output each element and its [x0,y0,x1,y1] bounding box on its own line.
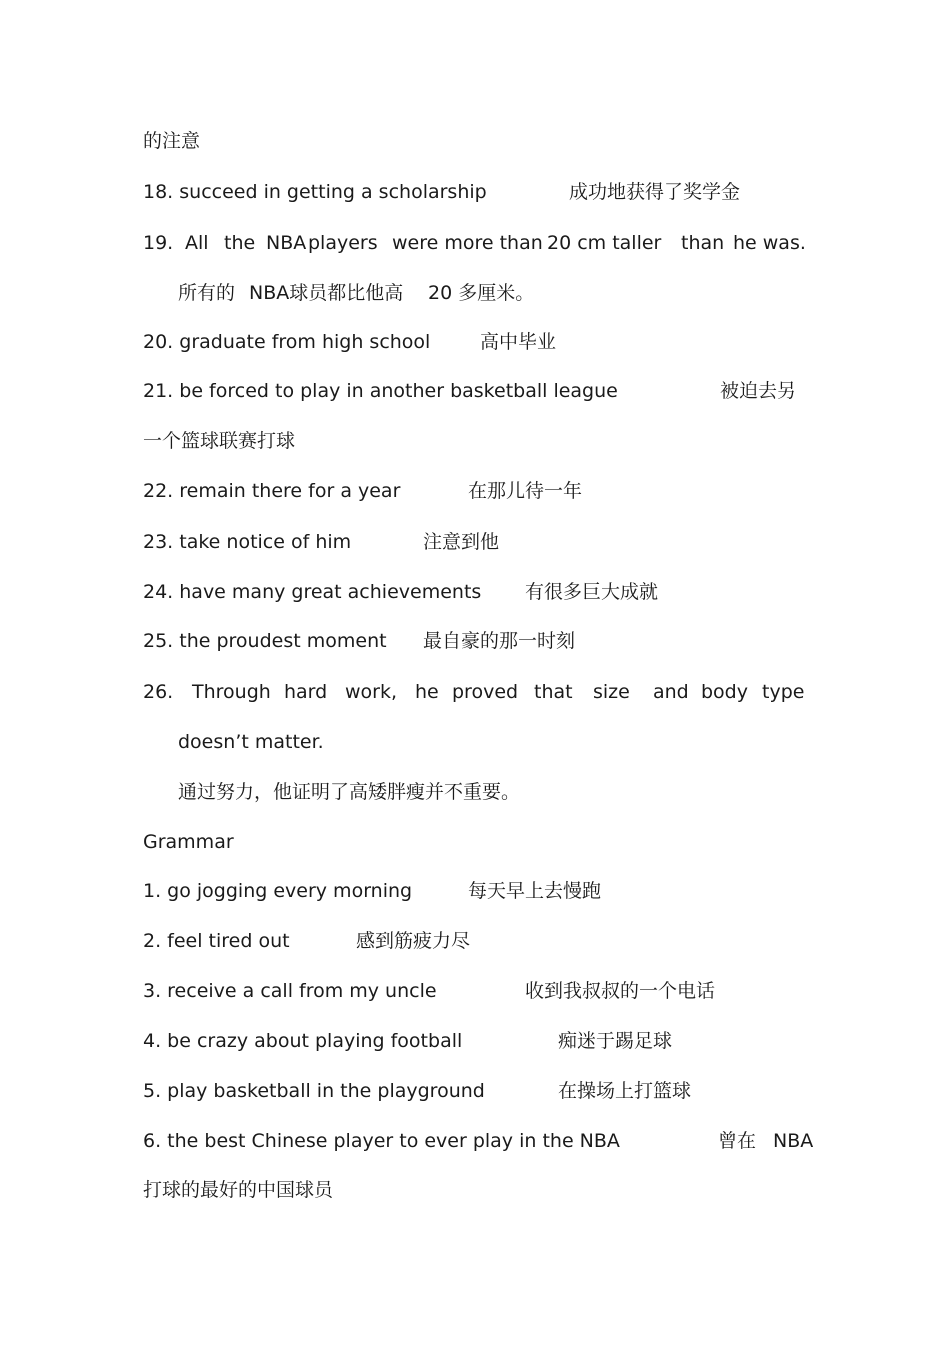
sentence-word: body [701,681,748,703]
vocab-english: 21. be forced to play in another basketball league [143,380,618,402]
vocab-chinese: 被迫去另 [720,380,797,402]
vocab-chinese: 注意到他 [423,531,500,553]
vocab-english: 4. be crazy about playing football [143,1030,463,1052]
text-line: 打球的最好的中国球员 [143,1179,334,1201]
sentence-word: size [593,681,630,703]
sentence-word: All [185,232,209,254]
vocab-english: 23. take notice of him [143,531,352,553]
vocab-chinese: 高中毕业 [480,331,557,353]
sentence-word: proved [452,681,519,703]
sentence-word: he [415,681,439,703]
sentence-word: than [681,232,725,254]
sentence-word: he was. [733,232,806,254]
sentence-word: the [224,232,256,254]
vocab-chinese: 曾在 [718,1130,757,1152]
vocab-english: 2. feel tired out [143,930,290,952]
text-line: 一个篮球联赛打球 [143,430,296,452]
sentence-word: type [762,681,805,703]
vocab-english: 6. the best Chinese player to ever play in the NBA [143,1130,620,1152]
vocab-chinese: 在操场上打篮球 [558,1080,692,1102]
translation-text: 所有的 [178,282,236,304]
sentence-word: were more than [392,232,543,254]
sentence-word: 20 cm taller [547,232,662,254]
vocab-english: 25. the proudest moment [143,630,387,652]
vocab-chinese: NBA [773,1130,814,1152]
translation-text: 20 多厘米。 [428,282,535,304]
vocab-english: 24. have many great achievements [143,581,482,603]
sentence-word: 26. [143,681,174,703]
sentence-word: and [653,681,689,703]
vocab-english: 18. succeed in getting a scholarship [143,181,487,203]
sentence-word: NBA [266,232,307,254]
sentence-word: hard [284,681,328,703]
vocab-english: 1. go jogging every morning [143,880,413,902]
sentence-word: 19. [143,232,174,254]
vocab-chinese: 痴迷于踢足球 [558,1030,673,1052]
sentence-word: work, [345,681,398,703]
sentence-word: Through [192,681,271,703]
text-line: 的注意 [143,130,201,152]
text-line: doesn’t matter. [178,731,324,753]
translation-text: 通过努力，他证明了高矮胖瘦并不重要。 [178,781,521,803]
section-heading: Grammar [143,831,234,853]
vocab-chinese: 成功地获得了奖学金 [569,181,741,203]
vocab-english: 20. graduate from high school [143,331,431,353]
vocab-chinese: 最自豪的那一时刻 [423,630,576,652]
vocab-chinese: 在那儿待一年 [468,480,583,502]
translation-text: NBA球员都比他高 [249,282,404,304]
vocab-english: 22. remain there for a year [143,480,401,502]
vocab-chinese: 感到筋疲力尽 [356,930,471,952]
vocab-english: 5. play basketball in the playground [143,1080,485,1102]
vocab-chinese: 有很多巨大成就 [525,581,659,603]
sentence-word: players [308,232,378,254]
vocab-english: 3. receive a call from my uncle [143,980,437,1002]
vocab-chinese: 每天早上去慢跑 [468,880,602,902]
vocab-chinese: 收到我叔叔的一个电话 [525,980,716,1002]
sentence-word: that [534,681,573,703]
